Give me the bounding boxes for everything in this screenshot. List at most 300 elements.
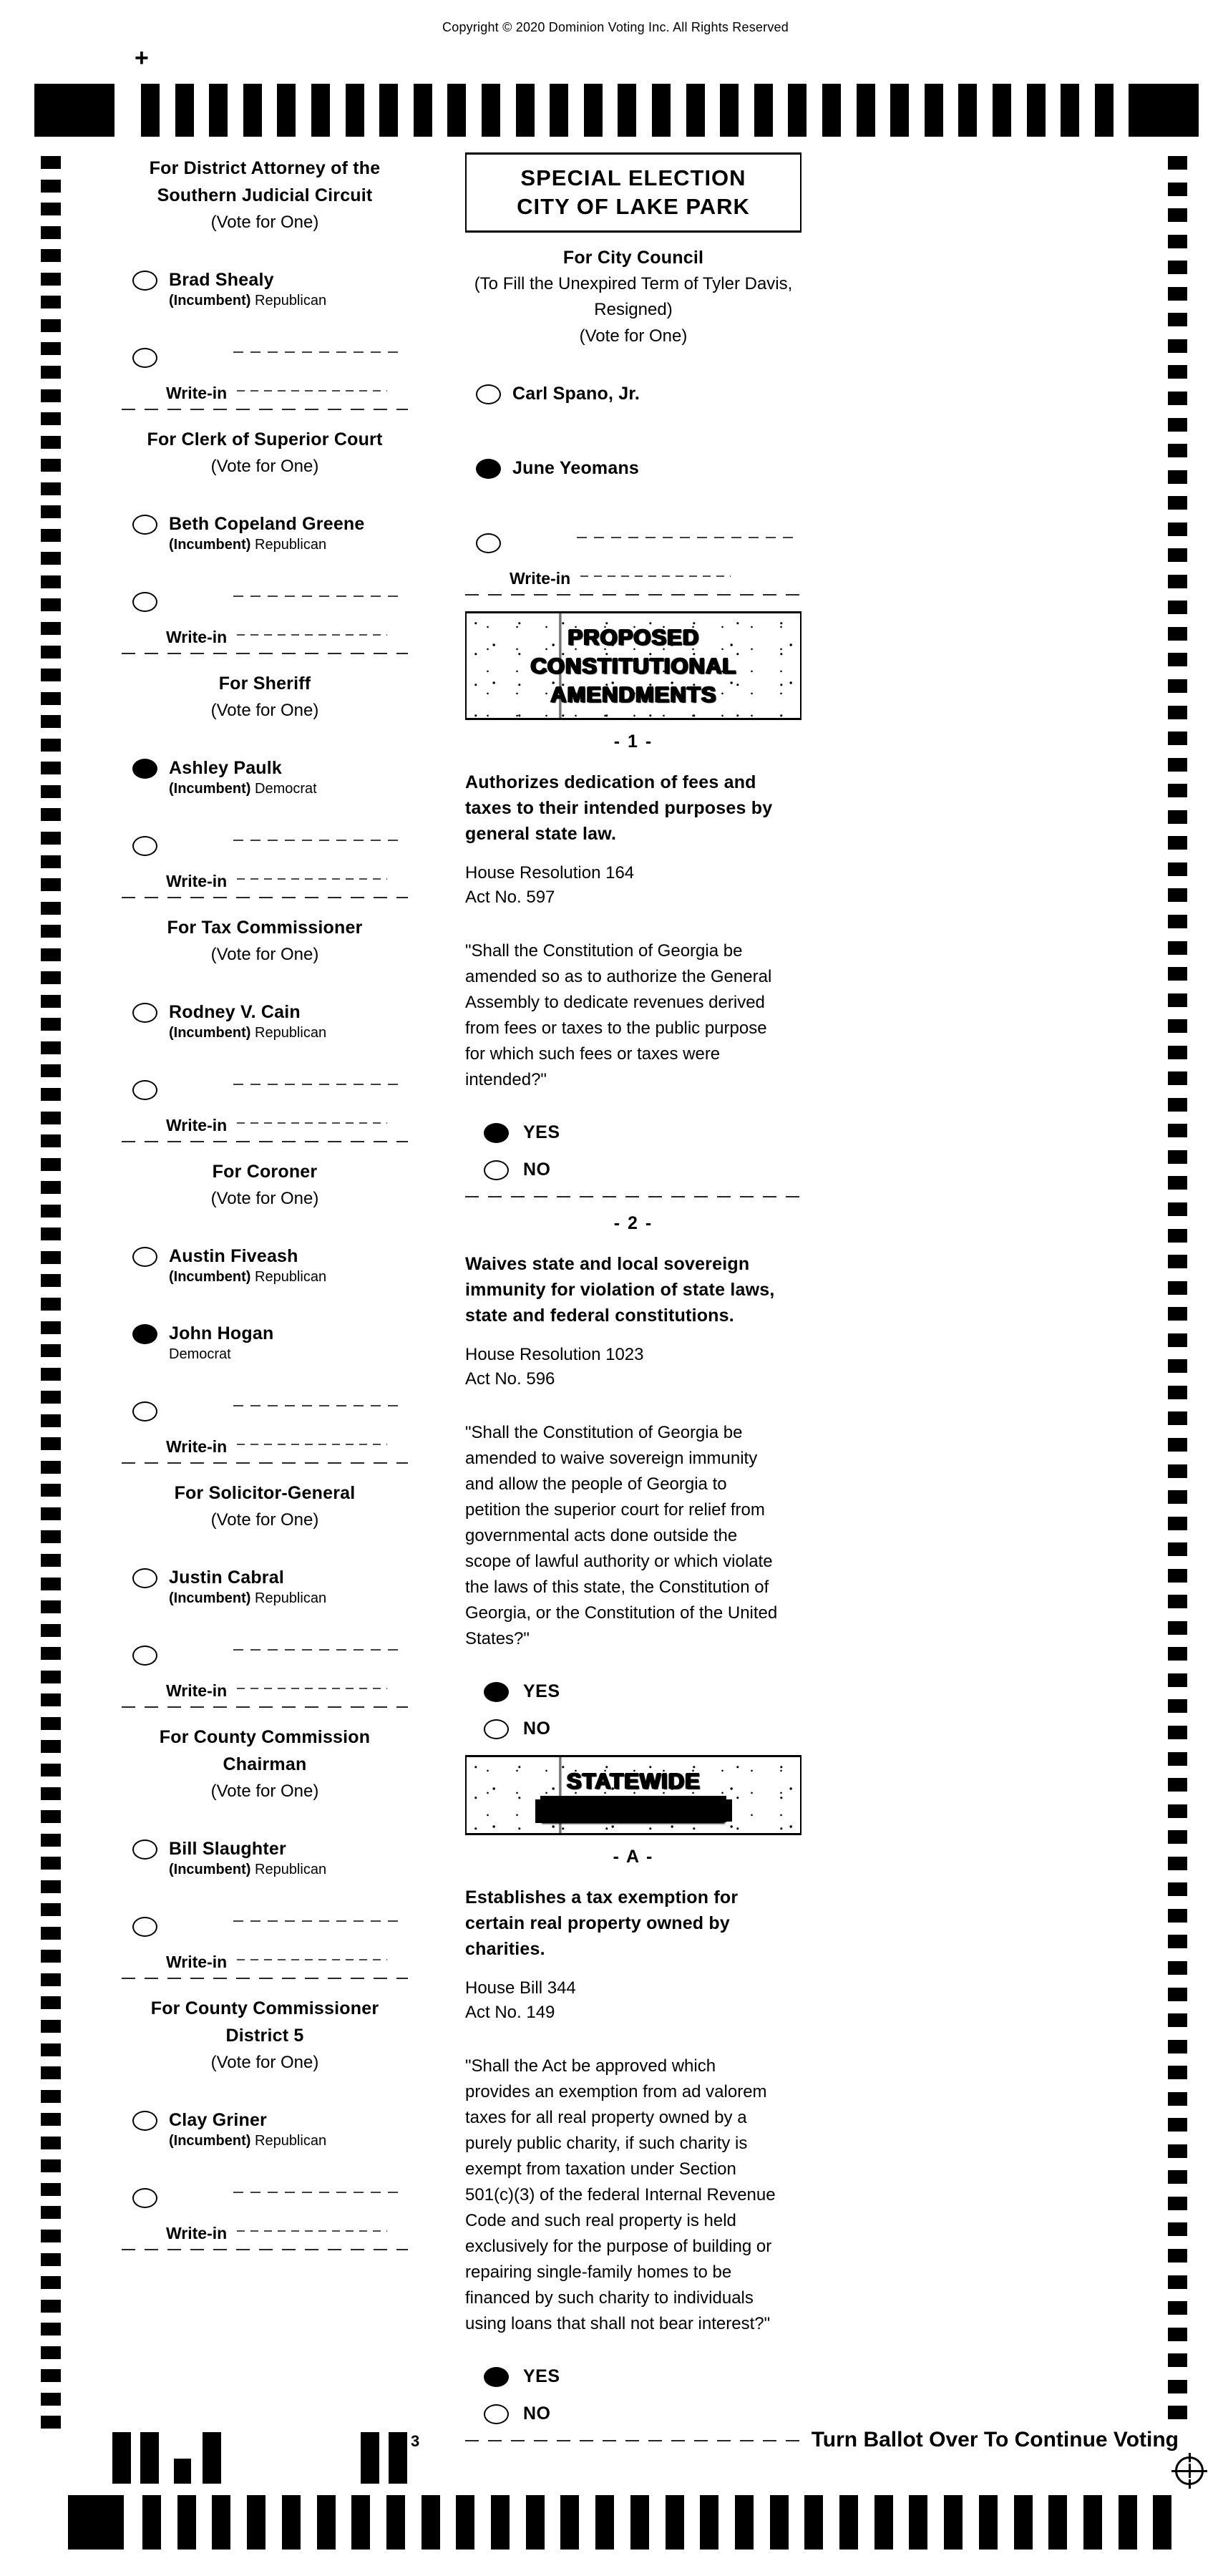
candidate-detail [169,1588,326,1608]
header-text: STATEWIDE [566,1768,701,1793]
timing-block [68,2495,124,2550]
sheet-number: 3 [411,2432,420,2450]
timing-mark [1168,1464,1187,1478]
candidate-detail [169,1267,326,1287]
vote-for-instruction: (Vote for One) [210,945,319,964]
timing-mark [41,203,61,215]
section-divider [122,409,408,410]
timing-mark [1168,679,1187,693]
no-oval[interactable] [484,2404,509,2424]
measure-number: - A - [613,1847,654,1867]
timing-mark [414,84,432,137]
timing-mark [41,2183,61,2196]
measure-question-line: petition the superior court for relief from [465,1500,765,1520]
write-in-area-line[interactable] [233,2192,401,2193]
timing-mark [41,1461,61,1474]
timing-mark [526,2495,545,2550]
timing-mark [1168,2144,1187,2158]
timing-mark [41,1437,61,1450]
timing-mark [141,84,160,137]
timing-mark [41,598,61,611]
timing-mark [1168,601,1187,614]
timing-mark [41,1554,61,1567]
section-divider [122,897,408,898]
timing-mark [1168,1019,1187,1033]
no-row [484,1718,801,1739]
timing-mark [1168,888,1187,902]
write-in-row [132,2187,408,2208]
party-label: Republican [255,1862,327,1877]
measure-summary [465,769,801,847]
write-in-area-line[interactable] [233,351,401,353]
candidate-name: Ashley Paulk [169,758,283,778]
timing-mark [447,84,466,137]
header-text: CITY OF LAKE PARK [517,194,750,219]
ballot-measure-block [465,1847,801,2441]
candidate-oval-filled[interactable] [132,759,157,779]
write-in-oval[interactable] [132,1080,157,1100]
timing-mark [618,84,636,137]
write-in-line[interactable] [237,1444,387,1445]
write-in-area-line[interactable] [233,840,401,841]
timing-mark [41,1064,61,1077]
timing-mark [1168,2353,1187,2367]
timing-mark [550,84,568,137]
timing-mark [1168,1176,1187,1190]
timing-mark [1168,2170,1187,2184]
measure-summary [465,1251,801,1328]
timing-mark [41,2346,61,2359]
timing-mark [1168,365,1187,379]
contest-block [122,670,408,898]
timing-mark [41,739,61,752]
timing-mark [41,995,61,1008]
write-in-oval[interactable] [132,1917,157,1937]
timing-mark [1168,2301,1187,2315]
barcode-bar [140,2432,159,2484]
measure-summary-line: Establishes a tax exemption for [465,1887,739,1907]
write-in-area-line[interactable] [233,1920,401,1922]
measure-question-line: Georgia, or the Constitution of the United [465,1603,778,1623]
candidate-oval[interactable] [132,1247,157,1267]
timing-mark [1168,1333,1187,1347]
timing-mark [1168,941,1187,955]
timing-mark [874,2495,893,2550]
timing-mark [41,529,61,542]
yes-oval-filled[interactable] [484,2367,509,2387]
candidate-name: Carl Spano, Jr. [512,384,640,404]
measure-question-line: amended so as to authorize the General [465,967,772,986]
candidate-oval[interactable] [132,1568,157,1588]
timing-mark [652,84,671,137]
candidate-name: Bill Slaughter [169,1839,286,1859]
timing-mark [41,2066,61,2079]
timing-mark [212,2495,230,2550]
candidate-detail [169,291,326,311]
section-divider [465,594,801,596]
write-in-oval[interactable] [132,836,157,856]
write-in-oval[interactable] [132,1646,157,1666]
candidate-oval-filled[interactable] [132,1324,157,1344]
timing-mark [41,808,61,821]
timing-mark [1168,1699,1187,1713]
measure-question [465,1420,801,1652]
timing-mark [41,389,61,402]
yes-oval-filled[interactable] [484,1682,509,1702]
timing-mark [41,273,61,286]
timing-mark [1168,1752,1187,1766]
write-in-area-line[interactable] [577,537,794,538]
write-in-oval[interactable] [132,348,157,368]
timing-mark [41,1624,61,1637]
timing-mark [1168,993,1187,1007]
candidate-detail [169,779,317,799]
timing-mark [41,1647,61,1660]
section-divider [122,2249,408,2250]
measure-question-line: for which such fees or taxes were [465,1044,721,1064]
measure-question-line: scope of lawful authority or which violate [465,1552,773,1571]
incumbent-label: (Incumbent) [169,1025,255,1041]
write-in-label: Write-in [166,628,228,646]
timing-mark [41,2369,61,2382]
measure-reference-line: Act No. 596 [465,1369,555,1389]
timing-mark [822,84,841,137]
header-text: AMENDMENTS [550,681,717,706]
timing-mark [1168,1621,1187,1635]
measure-references [465,1343,801,1391]
timing-mark [41,2276,61,2289]
measure-summary-line: immunity for violation of state laws, [465,1280,775,1300]
timing-mark [317,2495,336,2550]
timing-mark [1168,2013,1187,2027]
timing-mark [41,1740,61,1753]
contest-block [122,914,408,1142]
measure-summary-line: certain real property owned by [465,1913,730,1933]
timing-mark [41,715,61,728]
write-in-line[interactable] [580,575,731,577]
write-in-line[interactable] [237,1959,387,1960]
timing-mark [944,2495,963,2550]
incumbent-label: (Incumbent) [169,1269,255,1285]
timing-mark [41,1112,61,1124]
yes-label: YES [523,1681,560,1701]
timing-mark [1168,470,1187,484]
party-label: Republican [255,537,327,553]
timing-mark [41,1787,61,1800]
timing-mark [1168,1569,1187,1583]
timing-mark [41,552,61,565]
candidate-row [132,269,408,311]
contest-block [122,1995,408,2250]
ballot-section-header [465,152,801,233]
candidate-oval[interactable] [132,515,157,535]
write-in-label: Write-in [510,569,571,588]
timing-mark [41,762,61,774]
write-in-area-line[interactable] [233,1649,401,1651]
timing-mark [243,84,262,137]
timing-mark [422,2495,440,2550]
barcode-bar [112,2432,131,2484]
incumbent-label: (Incumbent) [169,1590,255,1606]
timing-block [34,84,114,137]
candidate-oval-filled[interactable] [476,459,501,479]
write-in-area-line[interactable] [233,1084,401,1085]
timing-mark [516,84,535,137]
contest-title: For Coroner [212,1162,318,1182]
timing-mark [41,832,61,845]
candidate-row [132,1001,408,1043]
measure-question-line: "Shall the Constitution of Georgia be [465,941,743,961]
section-divider [465,2440,801,2441]
timing-mark [1083,2495,1102,2550]
party-label: Republican [255,1590,327,1606]
timing-mark [41,971,61,984]
timing-mark [1168,1961,1187,1975]
candidate-oval[interactable] [132,2111,157,2131]
no-oval[interactable] [484,1160,509,1180]
party-label: Democrat [169,1346,231,1362]
timing-mark [346,84,364,137]
write-in-label: Write-in [166,1116,228,1134]
redacted-header-text: REFERENDUM [540,1796,727,1822]
candidate-name: John Hogan [169,1323,274,1343]
timing-mark [41,669,61,681]
timing-mark [890,84,909,137]
timing-mark [1014,2495,1033,2550]
timing-mark [41,1834,61,1847]
write-in-label: Write-in [166,1953,228,1971]
timing-mark [41,412,61,425]
timing-mark [1168,1647,1187,1661]
write-in-line[interactable] [237,634,387,636]
incumbent-label: (Incumbent) [169,2133,255,2149]
measure-summary-line: Authorizes dedication of fees and [465,772,756,792]
write-in-oval[interactable] [476,533,501,553]
timing-mark [41,1274,61,1287]
candidate-row [132,1838,408,1880]
timing-mark [41,575,61,588]
party-label: Republican [255,1269,327,1285]
candidate-oval[interactable] [132,271,157,291]
measure-question-line: amended to waive sovereign immunity [465,1449,758,1468]
timing-mark [1168,2118,1187,2132]
timing-mark [41,1764,61,1777]
contest-title: Chairman [223,1754,307,1774]
contest-title: For Solicitor-General [174,1483,356,1503]
timing-mark [1168,1255,1187,1268]
yes-oval-filled[interactable] [484,1123,509,1143]
timing-mark [1168,2066,1187,2079]
no-label: NO [523,1718,551,1739]
timing-mark [1168,2222,1187,2236]
party-label: Republican [255,293,327,308]
candidate-oval[interactable] [476,384,501,404]
timing-mark [1153,2495,1171,2550]
contest-title: For City Council [562,248,704,268]
timing-mark [1168,183,1187,196]
section-header-line [471,1795,796,1824]
candidate-oval[interactable] [132,1003,157,1023]
timing-mark [735,2495,754,2550]
turn-ballot-over-text: Turn Ballot Over To Continue Voting [811,2428,1179,2451]
timing-mark [1168,1438,1187,1452]
no-row [484,1159,801,1180]
candidate-row [132,513,408,555]
timing-mark [41,1927,61,1940]
timing-mark [41,342,61,355]
yes-row [484,2366,801,2387]
measure-question-line: States?" [465,1629,530,1648]
timing-mark [1168,1150,1187,1164]
timing-mark [282,2495,301,2550]
timing-mark [41,1507,61,1520]
write-in-line[interactable] [237,878,387,880]
vote-for-instruction: (Vote for One) [210,457,319,476]
write-in-line[interactable] [237,1122,387,1124]
timing-mark [41,1810,61,1823]
measure-question-line: taxes for all real property owned by a [465,2108,747,2127]
timing-mark [1061,84,1079,137]
measure-summary-line: general state law. [465,824,617,844]
timing-mark [41,878,61,891]
timing-mark [1168,1098,1187,1112]
write-in-line[interactable] [237,390,387,392]
measure-question [465,938,801,1093]
write-in-label: Write-in [166,1437,228,1456]
contest-title: For Clerk of Superior Court [147,429,383,449]
write-in-row [132,835,408,856]
measure-question-line: Code and such real property is held [465,2211,736,2230]
timing-mark [1168,1909,1187,1923]
timing-mark [41,1298,61,1311]
timing-mark [1168,836,1187,850]
timing-mark [247,2495,265,2550]
write-in-oval[interactable] [132,592,157,612]
vote-for-instruction: (Vote for One) [210,1782,319,1801]
timing-mark [41,1228,61,1240]
vote-for-instruction: (Vote for One) [210,701,319,720]
timing-mark [993,84,1011,137]
timing-mark [41,2113,61,2126]
write-in-line[interactable] [237,2230,387,2232]
timing-mark [1168,208,1187,222]
candidate-oval[interactable] [132,1839,157,1860]
write-in-row [132,1644,408,1666]
no-label: NO [523,1159,551,1180]
write-in-oval[interactable] [132,2188,157,2208]
timing-mark [1168,313,1187,326]
measure-question-line: purely public charity, if such charity is [465,2134,748,2153]
ballot-measure-block [465,1213,801,1739]
write-in-row [132,1400,408,1421]
timing-mark [41,1344,61,1357]
timing-mark [1168,1124,1187,1137]
write-in-oval[interactable] [132,1401,157,1421]
write-in-area-line[interactable] [233,1405,401,1406]
measure-reference-line: Act No. 597 [465,888,555,907]
measure-reference-line: House Resolution 1023 [465,1345,644,1364]
vote-for-instruction: (Vote for One) [579,326,688,346]
timing-mark [909,2495,927,2550]
section-header-line [471,193,796,221]
timing-mark [41,180,61,193]
timing-mark [41,249,61,262]
timing-mark [1168,2406,1187,2419]
measure-question-line: using loans that shall not bear interest?" [465,2314,771,2333]
timing-mark [1168,2040,1187,2053]
party-label: Democrat [255,781,317,797]
write-in-label: Write-in [166,384,228,402]
timing-mark [41,156,61,169]
timing-mark [41,2253,61,2266]
measure-summary-line: state and federal constitutions. [465,1306,734,1326]
timing-mark [1168,1988,1187,2001]
timing-mark [41,459,61,472]
timing-mark [1168,1229,1187,1243]
timing-mark [379,84,398,137]
ballot-measure-block [465,732,801,1197]
contest-title: For County Commissioner [150,1998,379,2018]
timing-mark [700,2495,718,2550]
timing-mark [770,2495,789,2550]
header-text: CONSTITUTIONAL [530,653,736,678]
measure-question [465,2053,801,2337]
measure-number: - 1 - [613,732,653,752]
write-in-line[interactable] [237,1688,387,1689]
contest-block [122,155,408,410]
candidate-row [132,1567,408,1608]
section-divider [122,1462,408,1464]
contest-block [122,426,408,654]
timing-mark [1168,1882,1187,1896]
section-divider [122,1978,408,1979]
timing-mark [41,1693,61,1706]
timing-mark [1168,653,1187,666]
candidate-name: Rodney V. Cain [169,1002,301,1022]
timing-mark [720,84,739,137]
timing-mark [1168,1071,1187,1085]
timing-mark [41,226,61,239]
candidate-detail [169,1860,326,1880]
timing-mark [41,1671,61,1683]
timing-mark [1048,2495,1067,2550]
timing-mark [41,902,61,915]
timing-mark [386,2495,405,2550]
section-divider [465,1196,801,1197]
write-in-area-line[interactable] [233,596,401,597]
no-oval[interactable] [484,1719,509,1739]
timing-mark [41,319,61,332]
candidate-row [132,757,408,799]
timing-mark [1168,1673,1187,1687]
measure-question-line: from fees or taxes to the public purpose [465,1019,767,1038]
timing-mark [1168,1202,1187,1216]
timing-mark [630,2495,649,2550]
timing-mark [1168,1359,1187,1373]
measure-reference-line: House Resolution 164 [465,863,635,883]
section-header-line [471,164,796,193]
timing-mark [560,2495,579,2550]
header-text: SPECIAL ELECTION [520,165,746,190]
timing-mark [1168,1490,1187,1504]
candidate-row [132,1245,408,1287]
timing-mark [41,2020,61,2033]
timing-mark [41,948,61,961]
timing-mark [1168,1386,1187,1399]
section-divider [122,1141,408,1142]
timing-mark [958,84,977,137]
timing-mark [979,2495,998,2550]
